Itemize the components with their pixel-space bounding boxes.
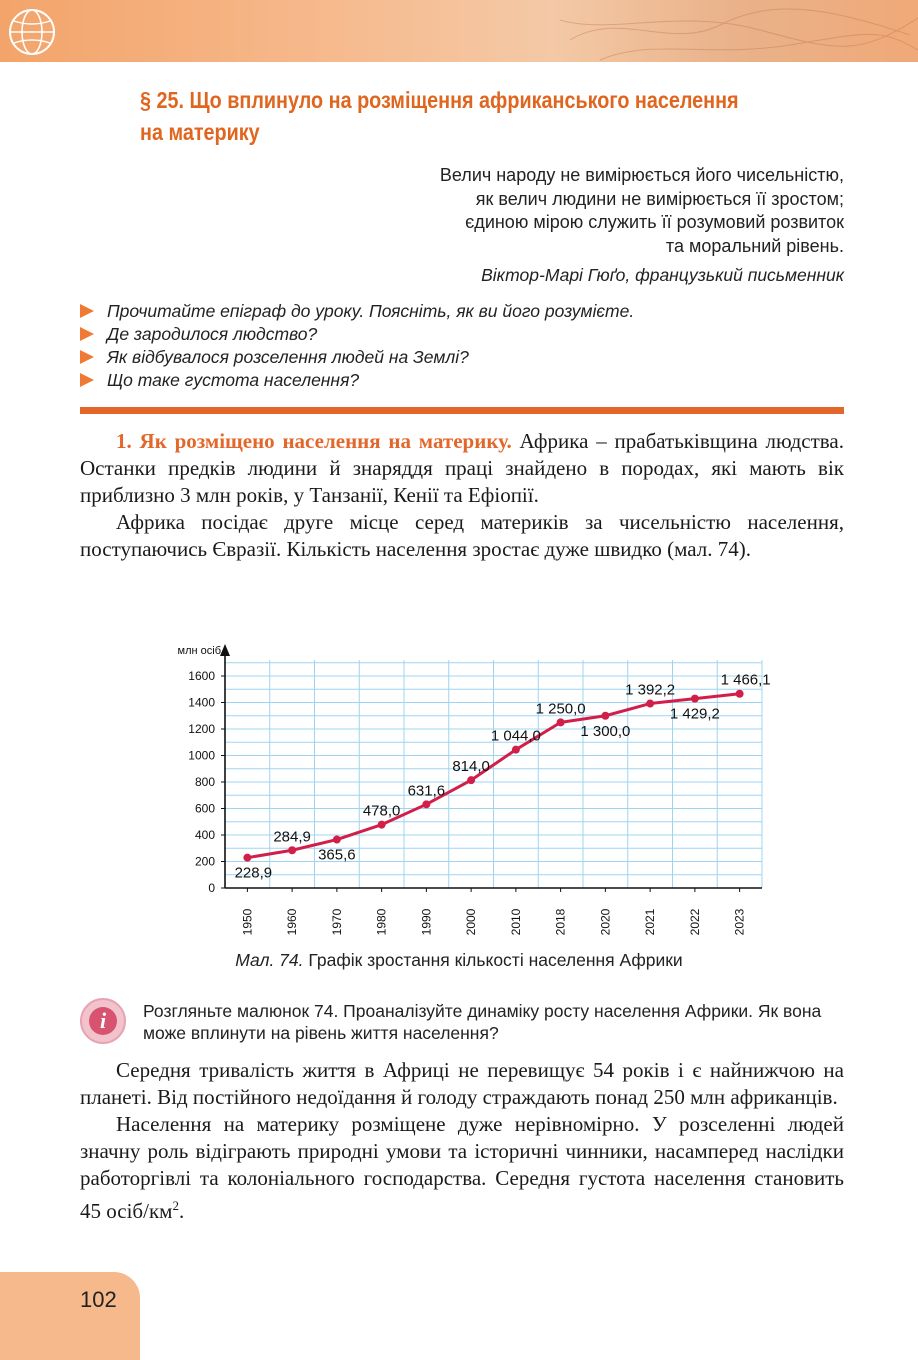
map-texture (560, 0, 918, 62)
globe-icon (6, 6, 58, 58)
x-tick-label: 2018 (553, 908, 568, 936)
caption-label: Мал. 74. (235, 950, 304, 970)
x-tick-label: 1970 (329, 908, 344, 936)
epigraph-line: єдиною мірою служить її розумовий розвиток (465, 212, 844, 232)
section-2-text (80, 1057, 844, 1225)
data-label: 814,0 (452, 758, 490, 776)
data-point (557, 718, 565, 726)
data-point (333, 836, 341, 844)
x-tick-label: 2021 (643, 908, 658, 936)
y-axis-arrow-icon (220, 644, 230, 656)
task-box (80, 998, 844, 1050)
y-tick-label: 1200 (188, 722, 215, 736)
data-point (512, 746, 520, 754)
y-tick-label: 800 (194, 775, 215, 789)
y-tick-label: 400 (194, 828, 215, 842)
y-tick-label: 0 (208, 881, 215, 895)
data-point (378, 821, 386, 829)
triangle-bullet-icon (80, 373, 94, 387)
triangle-bullet-icon (80, 350, 94, 364)
y-tick-label: 1400 (188, 695, 215, 710)
x-tick-label: 1990 (419, 908, 434, 936)
data-label: 1 392,2 (625, 681, 676, 699)
epigraph-line: та моральний рівень. (665, 235, 844, 256)
data-label: 284,9 (273, 828, 311, 846)
data-point (601, 712, 609, 720)
y-tick-label: 600 (194, 801, 215, 816)
divider (80, 407, 844, 414)
data-label: 478,0 (362, 802, 401, 820)
y-axis-label: млн осіб (177, 645, 221, 657)
question-list (80, 300, 860, 392)
epigraph-line: Велич народу не вимірюється його чисельністю, (439, 165, 844, 185)
caption-text: Графік зростання кількості населення Африки (303, 950, 683, 970)
page-tab (0, 1272, 140, 1360)
question-item: Що таке густота населення? (80, 369, 860, 392)
paragraph: 1. Як розміщено населення на материку. Африка – прабатьківщина людства. Останки предків людини й знаряддя праці знайдено в породах, які мають вік приблизно 3 млн років, у Танзанії, Кенії та Ефіопії. (80, 429, 844, 507)
x-tick-label: 2023 (732, 908, 747, 936)
top-banner (0, 0, 918, 62)
data-point (422, 800, 430, 808)
x-tick-label: 1980 (374, 908, 389, 936)
x-tick-label: 2020 (598, 908, 613, 936)
question-item: Як відбувалося розселення людей на Землі? (80, 346, 860, 369)
data-label: 1 300,0 (580, 722, 631, 740)
paragraph: Африка посідає друге місце серед материків за чисельністю населення, поступаючись Євразії. Кількість населення зростає дуже швидко (мал. 74). (80, 510, 844, 561)
epigraph-line: як велич людини не вимірюється її зростом; (475, 188, 844, 209)
data-label: 1 044,0 (490, 727, 541, 745)
x-tick-label: 2022 (687, 908, 702, 936)
x-tick-label: 2010 (508, 908, 523, 936)
x-tick-label: 1960 (285, 908, 300, 936)
paragraph: Середня тривалість життя в Африці не перевищує 54 років і є найнижчою на планеті. Від постійного недоїдання й голоду страждають понад 250 млн африканців. (80, 1058, 844, 1109)
data-label: 1 429,2 (669, 705, 720, 723)
epigraph-author: Віктор-Марі Гюґо, французький письменник (481, 265, 844, 285)
section-title: § 25. Що вплинуло на розміщення африканського населення на материку (140, 87, 739, 145)
x-tick-label: 2000 (464, 908, 479, 936)
chart-svg (150, 640, 770, 940)
data-point (288, 846, 296, 854)
question-item: Де зародилося людство? (80, 323, 860, 346)
data-label: 1 466,1 (720, 671, 770, 689)
x-tick-label: 1950 (240, 908, 255, 936)
data-point (646, 700, 654, 708)
data-label: 631,6 (407, 782, 446, 800)
data-point (691, 695, 699, 703)
data-point (736, 690, 744, 698)
page-number: 102 (80, 1287, 117, 1312)
data-point (243, 854, 251, 862)
data-label: 228,9 (234, 864, 273, 882)
info-icon: i (80, 998, 126, 1044)
y-tick-label: 1000 (188, 748, 215, 763)
y-tick-label: 1600 (188, 669, 215, 683)
data-label: 365,6 (318, 846, 356, 864)
chart-grid (225, 660, 762, 888)
data-point (467, 776, 475, 784)
triangle-bullet-icon (80, 304, 94, 318)
task-text: Розгляньте малюнок 74. Проаналізуйте динаміку росту населення Африки. Як вона може вплинути на рівень життя населення? (143, 1001, 822, 1043)
subsection-heading: 1. Як розміщено населення на материку. (116, 429, 512, 453)
triangle-bullet-icon (80, 327, 94, 341)
y-tick-label: 200 (194, 854, 215, 869)
epigraph (324, 164, 844, 288)
figure-caption (0, 950, 918, 971)
population-chart (150, 640, 770, 940)
section-1-text (80, 428, 844, 563)
data-label: 1 250,0 (535, 700, 586, 718)
paragraph: Населення на материку розміщене дуже нерівномірно. У розселенні людей значну роль відіграють природні умови та історичні чинники, насамперед наслідки работоргівлі та колоніального господарства. Середня густота населення становить 45 осіб/$км^2$. (80, 1112, 844, 1223)
question-item: Прочитайте епіграф до уроку. Поясніть, як ви його розумієте. (80, 300, 860, 323)
